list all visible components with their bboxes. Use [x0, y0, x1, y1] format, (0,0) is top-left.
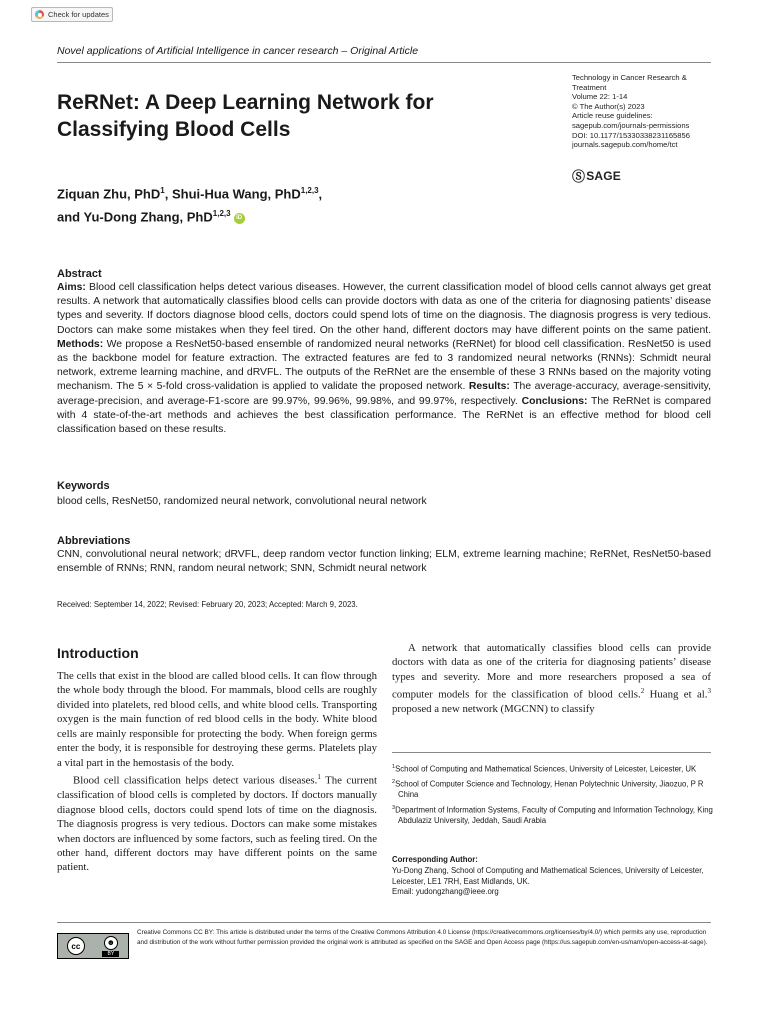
- results-text: The average-accuracy, average-sensitivity, average-precision, and average-F1-score are 99.97%, 99.96%, 99.98%, and 99.97%, respectively.: [57, 381, 711, 407]
- paragraph-text: Blood cell classification helps detect various diseases.: [73, 774, 318, 787]
- paragraph-text: Huang et al.: [644, 688, 708, 701]
- abstract-heading: Abstract: [57, 268, 102, 280]
- body-column-right: [392, 641, 711, 717]
- check-for-updates-label: Check for updates: [48, 10, 109, 19]
- corresponding-author-heading: Corresponding Author:: [392, 855, 478, 864]
- abbreviations-heading: Abbreviations: [57, 535, 131, 547]
- update-icon: [35, 10, 44, 19]
- keywords-text: blood cells, ResNet50, randomized neural network, convolutional neural network: [57, 496, 427, 507]
- citation-ref[interactable]: 3: [707, 687, 711, 696]
- check-for-updates-button[interactable]: [31, 7, 113, 22]
- aims-label: Aims:: [57, 282, 86, 293]
- methods-text: We propose a ResNet50-based ensemble of randomized neural networks (ReRNet) for blood cell classification. ResNet50 is used as the backbone model for feature extraction. The extracted features are fed to 3 randomized neural networks (RNNs): Schmidt neural network, extreme learning machine, and dRVFL. The outputs of the ReRNet are the ensemble of these 3 RNNs based on the majority voting mechanism. The 5 × 5-fold cross-validation is applied to validate the proposed network.: [57, 338, 711, 393]
- intro-paragraph-1: The cells that exist in the blood are called blood cells. It can flow through the whole body through the blood. For mammals, blood cells are roughly divided into platelets, red blood cells, and white blood cells. Transporting oxygen is the main function of red blood cells in the body. White blood cells are mainly responsible for protecting the body. When foreign germs enter the body, it is responsible for destroying these germs. Platelets play a vital part in the hemostasis of the body.: [57, 670, 377, 769]
- license-text: Creative Commons CC BY: This article is distributed under the terms of the Creative Commons Attribution 4.0 License (https://creativecommons.org/licenses/by/4.0/) which permits any use, reproduction and distribution of the work without further permission provided the original work is attributed as specified on the SAGE and Open Access page (https://us.sagepub.com/en-us/nam/open-access-at-sage).: [137, 929, 708, 946]
- permissions-link[interactable]: sagepub.com/journals-permissions: [572, 120, 690, 130]
- body-column-left: [57, 669, 377, 875]
- author-name: Yu-Dong Zhang, PhD: [83, 209, 213, 225]
- journal-home-link[interactable]: journals.sagepub.com/home/tct: [572, 140, 678, 150]
- paragraph-text: proposed a new network (MGCNN) to classify: [392, 703, 595, 716]
- by-label: BY: [102, 951, 119, 957]
- affiliation-text: School of Computer Science and Technology, Henan Polytechnic University, Jiaozuo, P R China: [395, 779, 704, 800]
- intro-paragraph-3: [392, 641, 711, 717]
- footnote-divider: [392, 752, 711, 753]
- methods-label: Methods:: [57, 338, 104, 350]
- received-dates: Received: September 14, 2022; Revised: February 20, 2023; Accepted: March 9, 2023.: [57, 600, 358, 609]
- author-list: Ziquan Zhu, PhD$^1$, Shui-Hua Wang, PhD$^{1,2,3}$, and Yu-Dong Zhang, PhD$^{1,2,3}$ iD: [57, 186, 323, 225]
- conclusions-label: Conclusions:: [521, 395, 588, 407]
- affiliation-text: School of Computing and Mathematical Sciences, University of Leicester, Leicester, UK: [395, 764, 697, 774]
- creative-commons-icon: cc: [67, 937, 85, 955]
- affiliation-item: [392, 803, 714, 827]
- conclusions-text: The ReRNet is compared with 4 state-of-the-art methods and achieves the best classification performance. The ReRNet is an effective method for blood cell classification based on these results.: [57, 395, 711, 436]
- affiliation-item: [392, 777, 714, 801]
- orcid-icon[interactable]: iD: [234, 213, 245, 224]
- journal-volume: Volume 22: 1-14: [572, 92, 628, 102]
- affiliation-number: 2: [392, 779, 396, 786]
- header-divider: [57, 62, 711, 63]
- corresponding-author: [392, 855, 714, 898]
- cc-by-license-badge[interactable]: [57, 933, 129, 959]
- author-affiliation-ref: 1: [160, 186, 165, 195]
- abstract-text: [57, 281, 711, 437]
- paragraph-text: The current classification of blood cells is completed by doctors. If doctors manually diagnose blood cells, doctors could spend lots of time on the diagnosis. The diagnosis progress is very tedious. Doctors can make some mistakes when doctors are influenced by some factors, such as feeling tired. On the other hand, different doctors may have different points on the same patient.: [57, 774, 377, 874]
- attribution-mark: [102, 936, 119, 957]
- author-name: Ziquan Zhu, PhD: [57, 186, 161, 202]
- doi-link[interactable]: DOI: 10.1177/15330338231165856: [572, 130, 690, 140]
- publisher-name: SAGE: [586, 168, 622, 183]
- citation-ref[interactable]: 2: [640, 687, 645, 696]
- article-title: ReRNet: A Deep Learning Network for Classifying Blood Cells: [57, 91, 434, 141]
- journal-name-line1: Technology in Cancer Research &: [572, 73, 687, 82]
- affiliation-text: Department of Information Systems, Faculty of Computing and Information Technology, King Abdulaziz University, Jeddah, Saudi Arabia: [395, 805, 713, 826]
- keywords-heading: Keywords: [57, 480, 110, 492]
- corresponding-author-email[interactable]: Email: yudongzhang@ieee.org: [392, 887, 499, 897]
- abbreviations-text: CNN, convolutional neural network; dRVFL, deep random vector function linking; ELM, extreme learning machine; ReRNet, ResNet50-based ensemble of RNNs; RNN, random neural network; SNN, Schmidt neural network: [57, 549, 711, 575]
- affiliations: [392, 762, 714, 829]
- introduction-heading: Introduction: [57, 645, 139, 661]
- attribution-person-icon: ☻: [104, 936, 118, 950]
- intro-paragraph-2: [57, 770, 377, 875]
- article-series-label: Novel applications of Artificial Intelligence in cancer research – Original Article: [57, 45, 419, 57]
- publisher-logo: [572, 166, 621, 185]
- author-affiliation-ref: 1,2,3: [300, 186, 319, 195]
- journal-info: [572, 73, 717, 150]
- license-divider: [57, 922, 711, 923]
- author-affiliation-ref: 1,2,3: [212, 209, 231, 219]
- author-name: Shui-Hua Wang, PhD: [171, 186, 301, 202]
- journal-name-line2: Treatment: [572, 82, 607, 92]
- aims-text: Blood cell classification helps detect various diseases. However, the current classification model of blood cells cannot always get great results. A network that automatically classifies blood cells can provide doctors with data as one of the criteria for diagnosing patients’ disease types and severity. If doctors diagnose blood cells, doctors could spend lots of time on the diagnosis. The diagnosis progress is very tedious. Doctors can make some mistakes when they feel tired. On the other hand, different doctors may have different points on the same patient.: [57, 282, 711, 336]
- results-label: Results:: [468, 381, 510, 393]
- reuse-guidelines-label: Article reuse guidelines:: [572, 111, 653, 121]
- journal-copyright: © The Author(s) 2023: [572, 101, 645, 111]
- affiliation-number: 1: [392, 764, 396, 770]
- sage-logo-icon: Ⓢ: [572, 169, 586, 184]
- citation-ref[interactable]: 1: [317, 773, 321, 782]
- affiliation-item: [392, 762, 714, 775]
- corresponding-author-address: Yu-Dong Zhang, School of Computing and Mathematical Sciences, University of Leicester, Leicester, LE1 7RH, East Midlands, UK.: [392, 865, 704, 886]
- affiliation-number: 3: [392, 804, 396, 811]
- paragraph-text: A network that automatically classifies blood cells can provide doctors with data as one of the criteria for diagnosing patients’ disease types and severity. More and more researchers proposed a sea of computer models for the classification of blood cells.: [392, 642, 711, 701]
- author-conjunction: and: [57, 209, 84, 225]
